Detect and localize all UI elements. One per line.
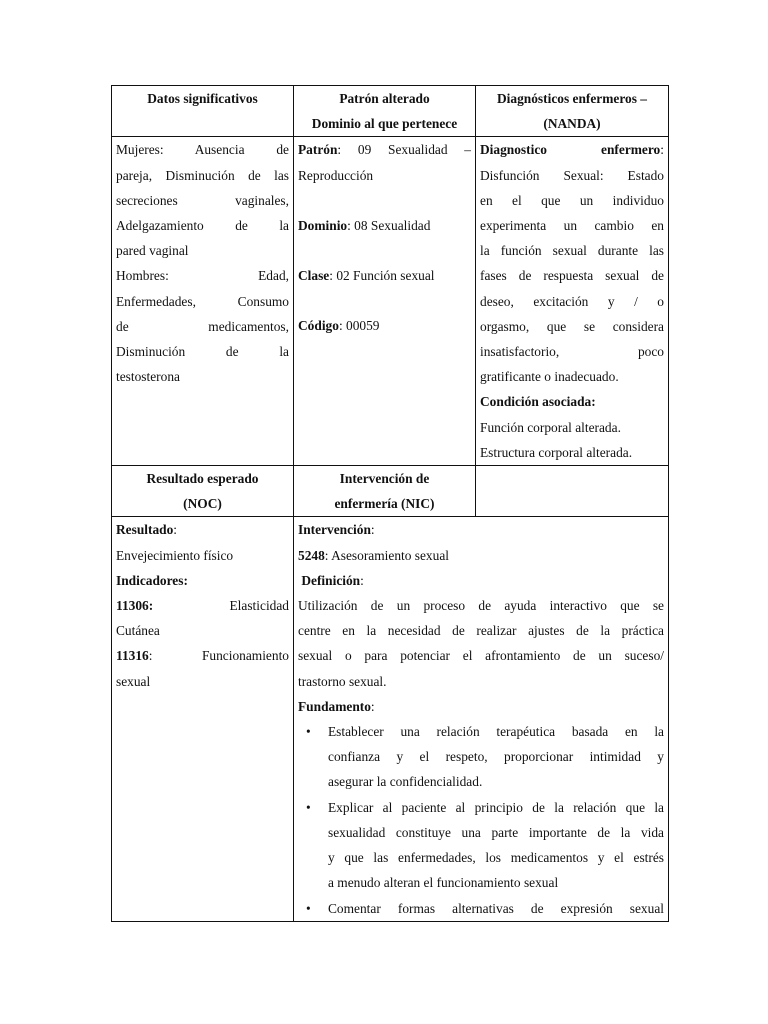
intervencion-code: 5248	[298, 547, 325, 563]
datos-significativos-cell	[112, 137, 294, 466]
dominio-label: Dominio	[298, 217, 348, 233]
fundamento-heading	[298, 694, 664, 719]
header-patron-alterado	[294, 86, 476, 137]
header-diagnosticos-line1: Diagnósticos enfermeros –	[497, 91, 647, 106]
clase-value: : 02 Función sexual	[329, 268, 435, 284]
intervencion-code-value: : Asesoramiento sexual	[324, 547, 449, 563]
intervencion-label: Intervención	[298, 522, 371, 538]
datos-line: Mujeres: Ausencia de	[116, 142, 289, 158]
diagnostico-cell	[476, 137, 669, 466]
datos-line: Enfermedades, Consumo	[116, 293, 289, 309]
fundamento-line: y que las enfermedades, los medicamentos y el estrés	[328, 850, 664, 866]
fundamento-line: confianza y el respeto, proporcionar intimidad y	[328, 749, 664, 765]
diagnostico-line: en el que un individuo	[480, 192, 664, 208]
diagnostico-line: Disfunción Sexual: Estado	[480, 167, 664, 183]
resultado-heading	[116, 517, 289, 542]
fundamento-line: asegurar la confidencialidad.	[328, 774, 483, 790]
definicion-line: Utilización de un proceso de ayuda interactivo que se	[298, 598, 664, 614]
header-empty-cell	[476, 466, 669, 517]
datos-line: Adelgazamiento de la	[116, 218, 289, 234]
header-patron-line2: Dominio al que pertenece	[311, 116, 458, 132]
codigo-value: : 00059	[338, 318, 380, 334]
diagnostico-line: deseo, excitación y / o	[480, 293, 664, 309]
datos-line: secreciones vaginales,	[116, 192, 289, 208]
header-intervencion-line2: enfermería (NIC)	[334, 496, 435, 512]
fundamento-suffix: :	[370, 698, 375, 714]
resultado-suffix: :	[173, 522, 178, 538]
condicion-label	[480, 389, 664, 414]
condicion-item: Estructura corporal alterada.	[480, 444, 633, 460]
header-resultado-line1: Resultado esperado	[146, 471, 259, 487]
resultado-cell	[112, 517, 294, 921]
fundamento-line: • Comentar formas alternativas de expresión sexual	[328, 900, 664, 916]
header-datos-significativos	[112, 86, 294, 137]
datos-line: Disminución de la	[116, 344, 289, 360]
indicador-text: : Funcionamiento	[148, 648, 289, 664]
datos-line: pareja, Disminución de las	[116, 167, 289, 183]
fundamento-list	[298, 719, 664, 921]
fundamento-line: a menudo alteran el funcionamiento sexual	[328, 875, 559, 891]
header-intervencion	[294, 466, 476, 517]
fundamento-line: sexualidad constituye una parte importante de la vida	[328, 824, 664, 840]
patron-line2: Reproducción	[298, 167, 374, 183]
header-patron-line1: Patrón alterado	[339, 91, 430, 106]
indicador-line2: sexual	[116, 673, 151, 689]
clase-label: Clase	[298, 268, 330, 284]
header-resultado-esperado	[112, 466, 294, 517]
diagnostico-heading	[480, 137, 664, 162]
codigo-line	[298, 313, 471, 338]
indicadores-heading	[116, 568, 289, 593]
definicion-suffix: :	[360, 572, 364, 588]
spacer	[298, 238, 471, 263]
diagnostico-line: orgasmo, que se considera	[480, 318, 664, 334]
fundamento-item	[328, 896, 664, 921]
diagnostico-line: experimenta un cambio en	[480, 218, 664, 234]
fundamento-line: • Explicar al paciente al principio de la relación que la	[328, 799, 664, 815]
datos-line: pared vaginal	[116, 243, 189, 259]
fundamento-item	[328, 795, 664, 896]
header-resultado-line2: (NOC)	[183, 496, 222, 512]
indicador-code: 11306:	[116, 598, 154, 614]
indicador-line2: Cutánea	[116, 623, 160, 639]
datos-line: Hombres: Edad,	[116, 268, 289, 284]
patron-value: : 09 Sexualidad –	[337, 142, 471, 158]
definicion-line: sexual o para potenciar el afrontamiento de un suceso/	[298, 648, 664, 664]
definicion-label: Definición	[301, 572, 361, 588]
dominio-line	[298, 213, 471, 238]
condicion-item: Función corporal alterada.	[480, 419, 621, 435]
indicador-line	[116, 643, 289, 668]
intervencion-code-line	[298, 543, 664, 568]
resultado-value: Envejecimiento físico	[116, 547, 234, 563]
datos-line: testosterona	[116, 369, 180, 385]
resultado-label: Resultado	[116, 522, 174, 538]
indicador-line	[116, 593, 289, 618]
diagnostico-line: la función sexual durante las	[480, 243, 664, 259]
header-datos-text: Datos significativos	[147, 91, 258, 106]
codigo-label: Código	[298, 318, 339, 334]
fundamento-item	[328, 719, 664, 795]
care-plan-table	[111, 85, 669, 922]
indicadores-label: Indicadores:	[116, 572, 188, 588]
header-row-1	[112, 86, 669, 137]
patron-line	[298, 137, 471, 162]
diagnostico-line: fases de respuesta sexual de	[480, 268, 664, 284]
header-intervencion-line1: Intervención de	[339, 471, 430, 487]
header-diagnosticos	[476, 86, 669, 137]
datos-line: de medicamentos,	[116, 318, 289, 334]
spacer	[298, 288, 471, 313]
dominio-value: : 08 Sexualidad	[347, 217, 431, 233]
definicion-heading	[298, 568, 664, 593]
condicion-label-text: Condición asociada:	[480, 394, 596, 410]
intervencion-heading	[298, 517, 664, 542]
indicador-text: Elasticidad	[229, 598, 289, 614]
patron-alterado-cell	[294, 137, 476, 466]
diagnostico-line: insatisfactorio, poco	[480, 344, 664, 360]
patron-label: Patrón	[298, 142, 338, 158]
intervencion-cell	[294, 517, 669, 921]
definicion-line: trastorno sexual.	[298, 673, 387, 689]
fundamento-label: Fundamento	[298, 698, 371, 714]
content-row-2	[112, 517, 669, 921]
clase-line	[298, 263, 471, 288]
indicador-code: 11316	[116, 648, 149, 664]
spacer	[298, 188, 471, 213]
diagnostico-label: Diagnostico enfermero	[480, 142, 661, 158]
intervencion-suffix: :	[370, 522, 375, 538]
diagnostico-label-suffix: :	[660, 142, 664, 158]
fundamento-line: • Establecer una relación terapéutica basada en la	[328, 724, 664, 740]
diagnostico-line: gratificante o inadecuado.	[480, 369, 619, 385]
definicion-line: centre en la necesidad de realizar ajustes de la práctica	[298, 623, 664, 639]
header-row-2	[112, 466, 669, 517]
header-diagnosticos-line2: (NANDA)	[543, 116, 601, 132]
content-row-1	[112, 137, 669, 466]
